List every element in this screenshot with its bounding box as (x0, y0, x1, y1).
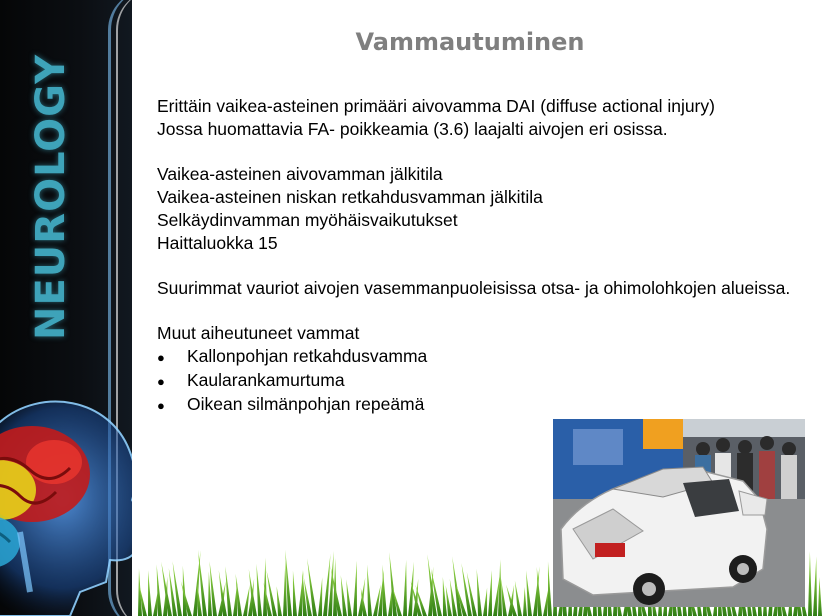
brand-word-neurology: NEUROLOGY (28, 53, 74, 340)
grass-blade (818, 577, 822, 616)
grass-blade (808, 551, 812, 616)
slide-body (157, 95, 817, 439)
list-item-text: Oikean silmänpohjan repeämä (187, 394, 425, 414)
paragraph-conditions (157, 163, 817, 255)
grass-blade (403, 560, 407, 616)
list-heading: Muut aiheutuneet vammat (157, 323, 360, 343)
grass-blade (293, 570, 297, 616)
list-item-text: Kallonpohjan retkahdusvamma (187, 346, 428, 366)
grass-blade (353, 561, 357, 616)
grass-blade (488, 570, 492, 616)
grass-blade (548, 562, 552, 616)
brain-head-icon (0, 392, 132, 616)
crashed-car-photo (553, 419, 805, 607)
grass-blade (318, 577, 322, 616)
grass-blade (477, 569, 482, 616)
grass-blade (367, 565, 372, 616)
text-line: Jossa huomattavia FA- poikkeamia (3.6) laajalti aivojen eri osissa. (157, 119, 668, 139)
text-line: Erittäin vaikea-asteinen primääri aivovamma DAI (diffuse actional injury) (157, 96, 715, 116)
text-line: Haittaluokka 15 (157, 233, 278, 253)
text-line: Suurimmat vauriot aivojen vasemmanpuoleisissa otsa- ja ohimolohkojen alueissa. (157, 278, 791, 298)
paragraph-damage-location (157, 277, 817, 300)
text-line: Vaikea-asteinen aivovamman jälkitila (157, 164, 443, 184)
grass-blade (483, 588, 487, 616)
grass-blade (138, 568, 142, 616)
grass-blade (526, 570, 532, 616)
list-item (157, 393, 817, 417)
grass-blade (443, 577, 447, 616)
list-item-text: Kaularankamurtuma (187, 370, 345, 390)
bullet-icon: ● (157, 350, 165, 365)
text-line: Vaikea-asteinen niskan retkahdusvamman jälkitila (157, 187, 543, 207)
paragraph-diagnosis (157, 95, 817, 141)
grass-blade (277, 586, 282, 616)
paragraph-other-injuries (157, 322, 817, 417)
list-item (157, 369, 817, 393)
text-line: Selkäydinvamman myöhäisvaikutukset (157, 210, 458, 230)
grass-blade (263, 558, 267, 616)
grass-blade (523, 587, 527, 616)
grass-blade (341, 575, 347, 616)
bullet-icon: ● (157, 374, 165, 389)
grass-blade (225, 566, 232, 616)
grass-blade (537, 567, 542, 616)
grass-blade (383, 565, 387, 616)
list-item (157, 345, 817, 369)
grass-blade (813, 556, 817, 616)
bullet-icon: ● (157, 398, 165, 413)
left-decorative-band (0, 0, 132, 616)
grass-blade (256, 564, 262, 616)
slide-title: Vammautuminen (355, 28, 585, 56)
grass-blade (148, 570, 152, 616)
grass-blade (346, 579, 352, 616)
injury-list (157, 345, 817, 417)
grass-blade (515, 581, 522, 616)
grass-blade (328, 551, 334, 616)
